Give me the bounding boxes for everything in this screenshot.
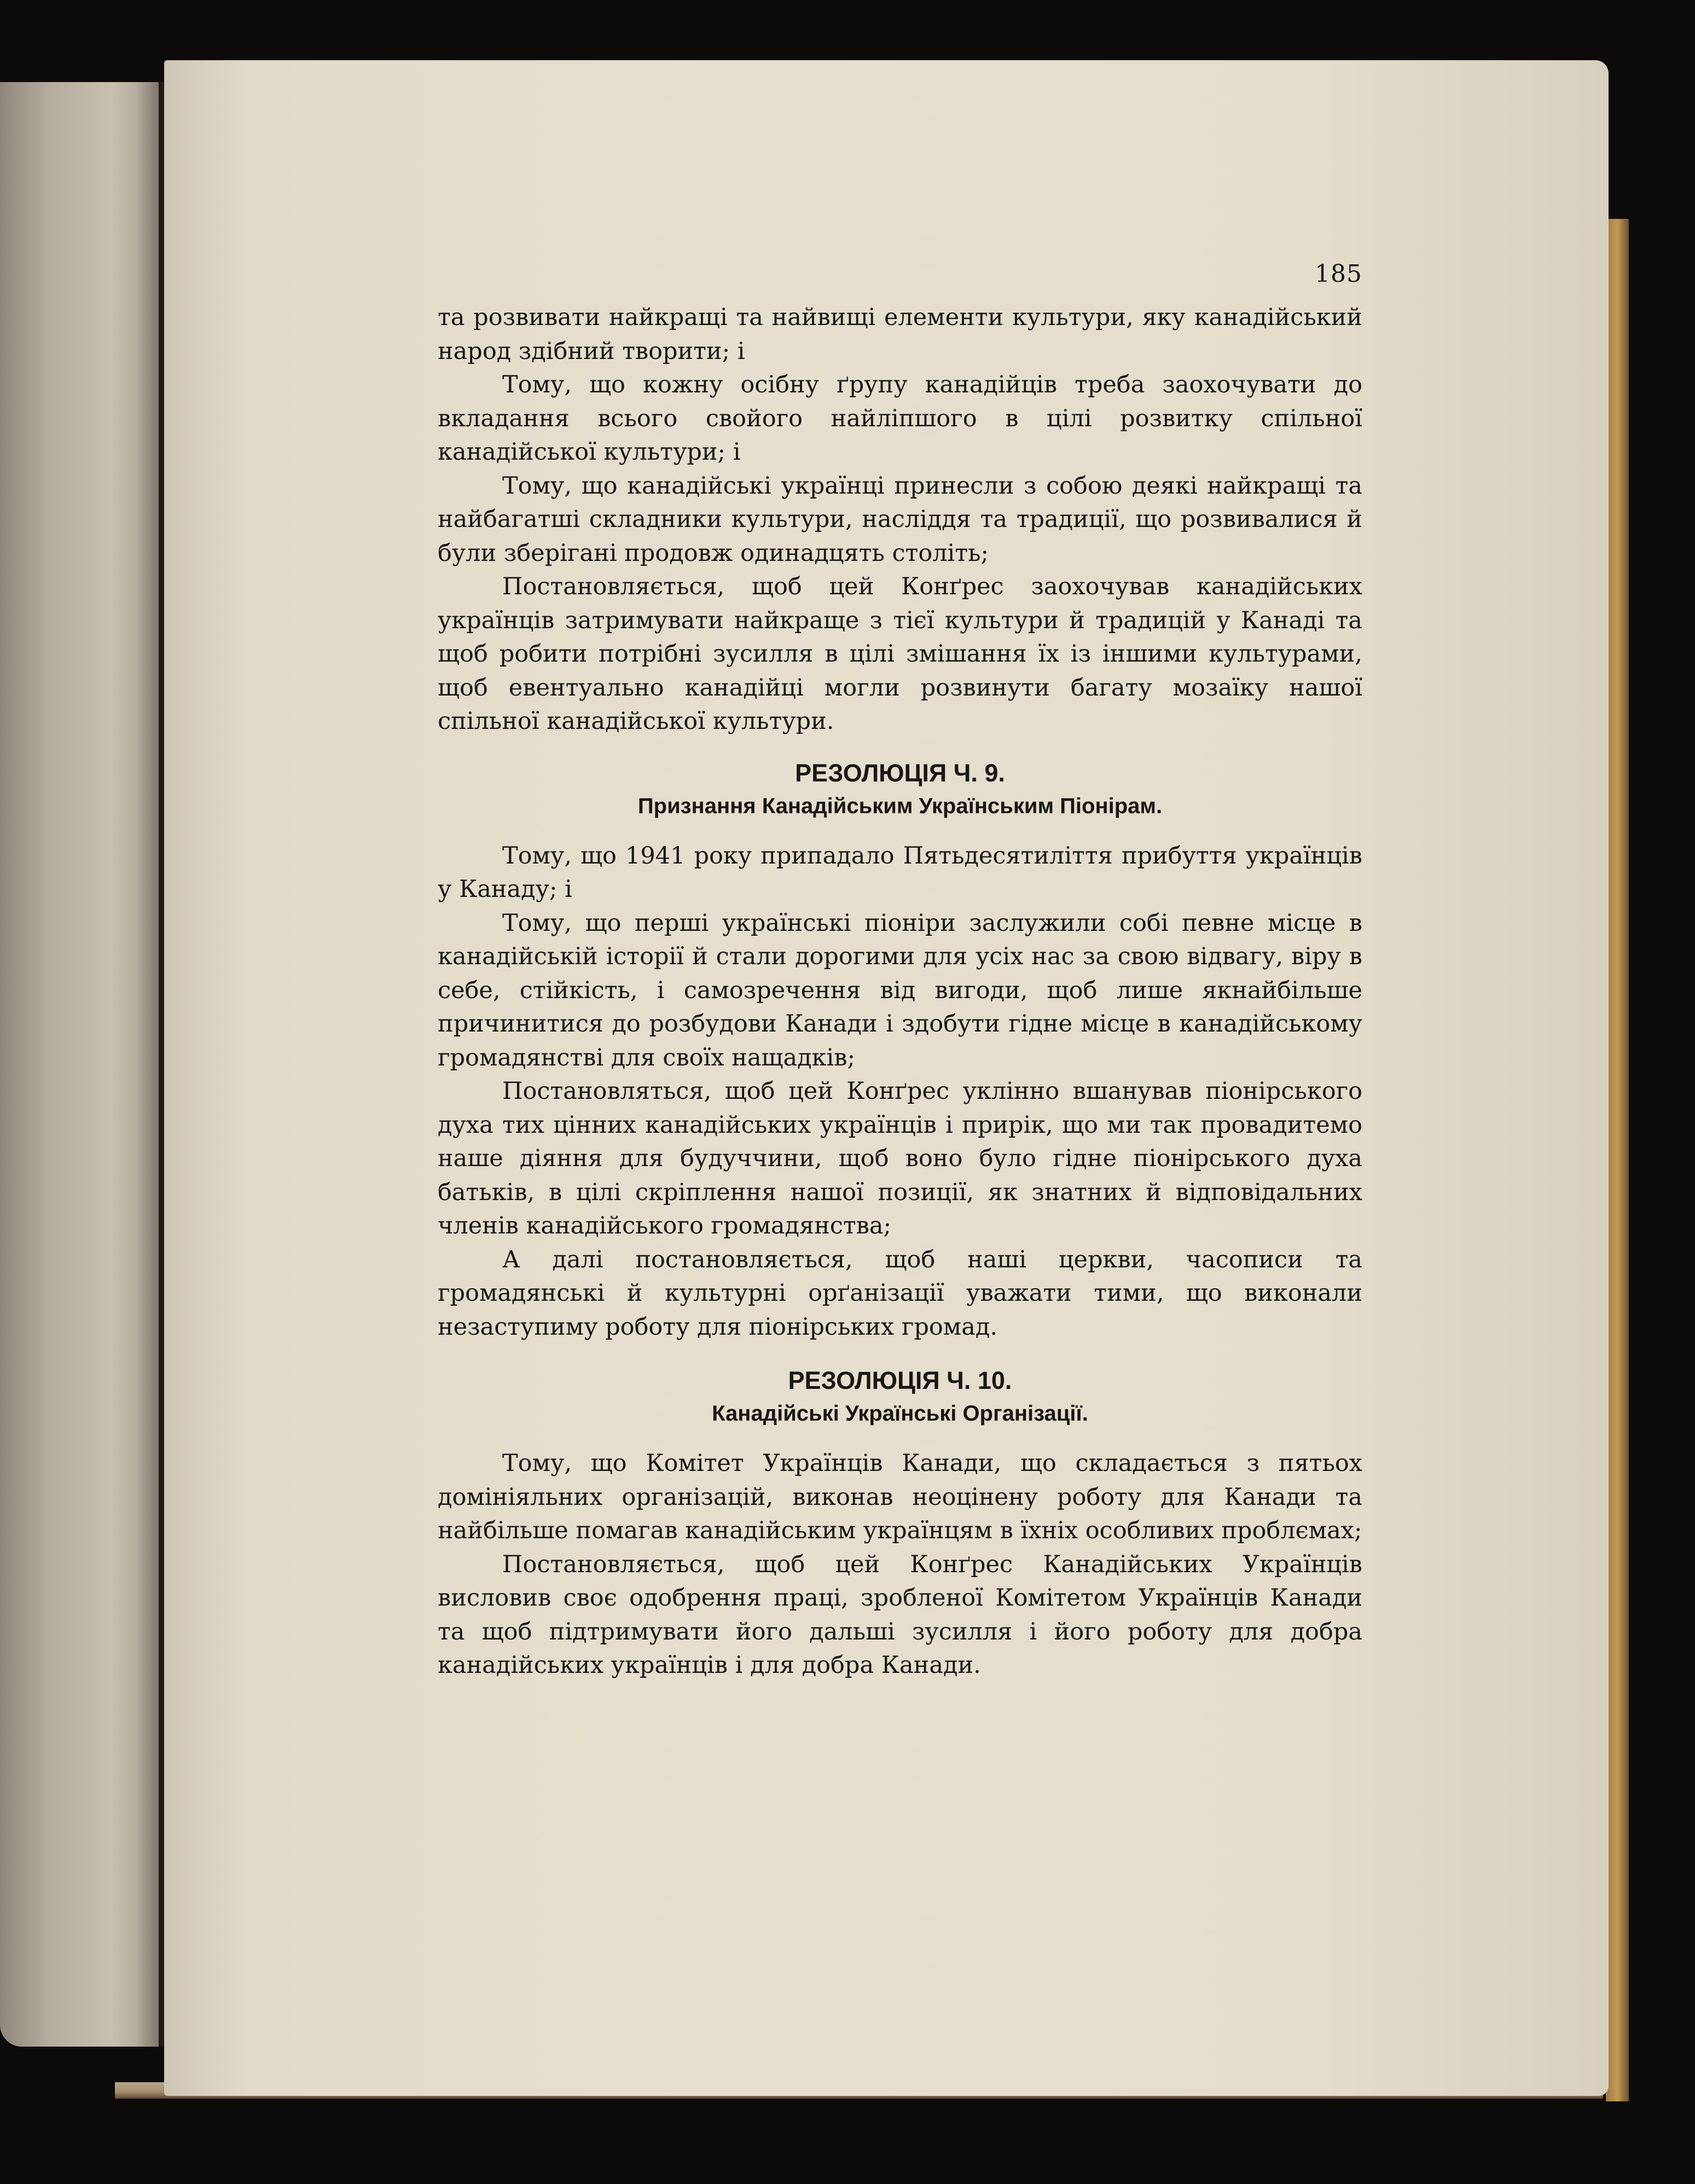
paragraph: Постановляться, щоб цей Конґрес уклінно вшанував піонірського духа тих цінних канадійських українців і прирік, що ми так провадитемо наше діяння для будуччини, щоб воно було гідне піонірського духа батьків, в цілі скріплення нашої позиції, як знатних й відповідальних членів канадійського громадянства; <box>438 1077 1362 1239</box>
paragraph: Постановляється, щоб цей Конґрес заохочував канадійських українців затримувати найкраще з тієї культури й традицій у Канаді та щоб робити потрібні зусилля в цілі змішання їх із іншими культурами, щоб евентуально канадійці могли розвинути багату мозаїку нашої спільної канадійської культури. <box>438 573 1362 735</box>
paragraph: Тому, що 1941 року припадало Пятьдесятиліття прибуття українців у Канаду; і <box>438 842 1362 903</box>
paragraph: та розвивати найкращі та найвищі елементи культури, яку канадійський народ здібний творити; і <box>438 304 1362 365</box>
resolution-10-subtitle: Канадійські Українські Організації. <box>712 1401 1088 1426</box>
resolution-9-subtitle: Признання Канадійським Українським Піонірам. <box>637 793 1163 818</box>
resolution-9-heading: РЕЗОЛЮЦІЯ Ч. 9. <box>795 758 1005 787</box>
paragraph: Тому, що канадійські українці принесли з собою деякі найкращі та найбагатші складники культури, наслiддя та традиції, що розвивалися й були зберігані продовж одинадцять століть; <box>438 472 1362 567</box>
paragraph: Тому, що Комітет Українців Канади, що складається з пятьох домініяльних організацій, виконав неоцінену роботу для Канади та найбільше помагав канадійським українцям в їхніх особливих проблємах; <box>438 1450 1362 1544</box>
paragraph: Тому, що кожну осібну ґрупу канадійців треба заохочувати до вкладання всього свойого найліпшого в цілі розвитку спільної канадійської культури; і <box>438 371 1362 466</box>
paragraph: Постановляється, щоб цей Конґрес Канадійських Українців висловив своє одобрення праці, зробленої Комітетом Українців Канади та щоб підтримувати його дальші зусилля і його роботу для добра канадійських українців і для добра Канади. <box>438 1550 1362 1679</box>
page-text <box>438 257 1362 1683</box>
paragraph: Тому, що перші українські піоніри заслужили собі певне місце в канадійській історії й стали дорогими для усіх нас за свою відвагу, віру в себе, стійкість, і самозречення від вигоди, щоб лише якнайбільше причинитися до розбудови Канади і здобути гідне місце в канадійському громадянстві для своїх нащадків; <box>438 909 1362 1071</box>
resolution-10-heading: РЕЗОЛЮЦІЯ Ч. 10. <box>788 1366 1012 1394</box>
left-page-edge <box>0 82 159 2047</box>
paragraph: А далі постановляється, щоб наші церкви, часописи та громадянські й культурні орґанізації уважати тими, що виконали незаступиму роботу для піонірських громад. <box>438 1245 1362 1341</box>
body-text <box>438 301 1362 1683</box>
page-stack-right-edge <box>1606 219 1629 2101</box>
page-number: 185 <box>1315 260 1362 288</box>
